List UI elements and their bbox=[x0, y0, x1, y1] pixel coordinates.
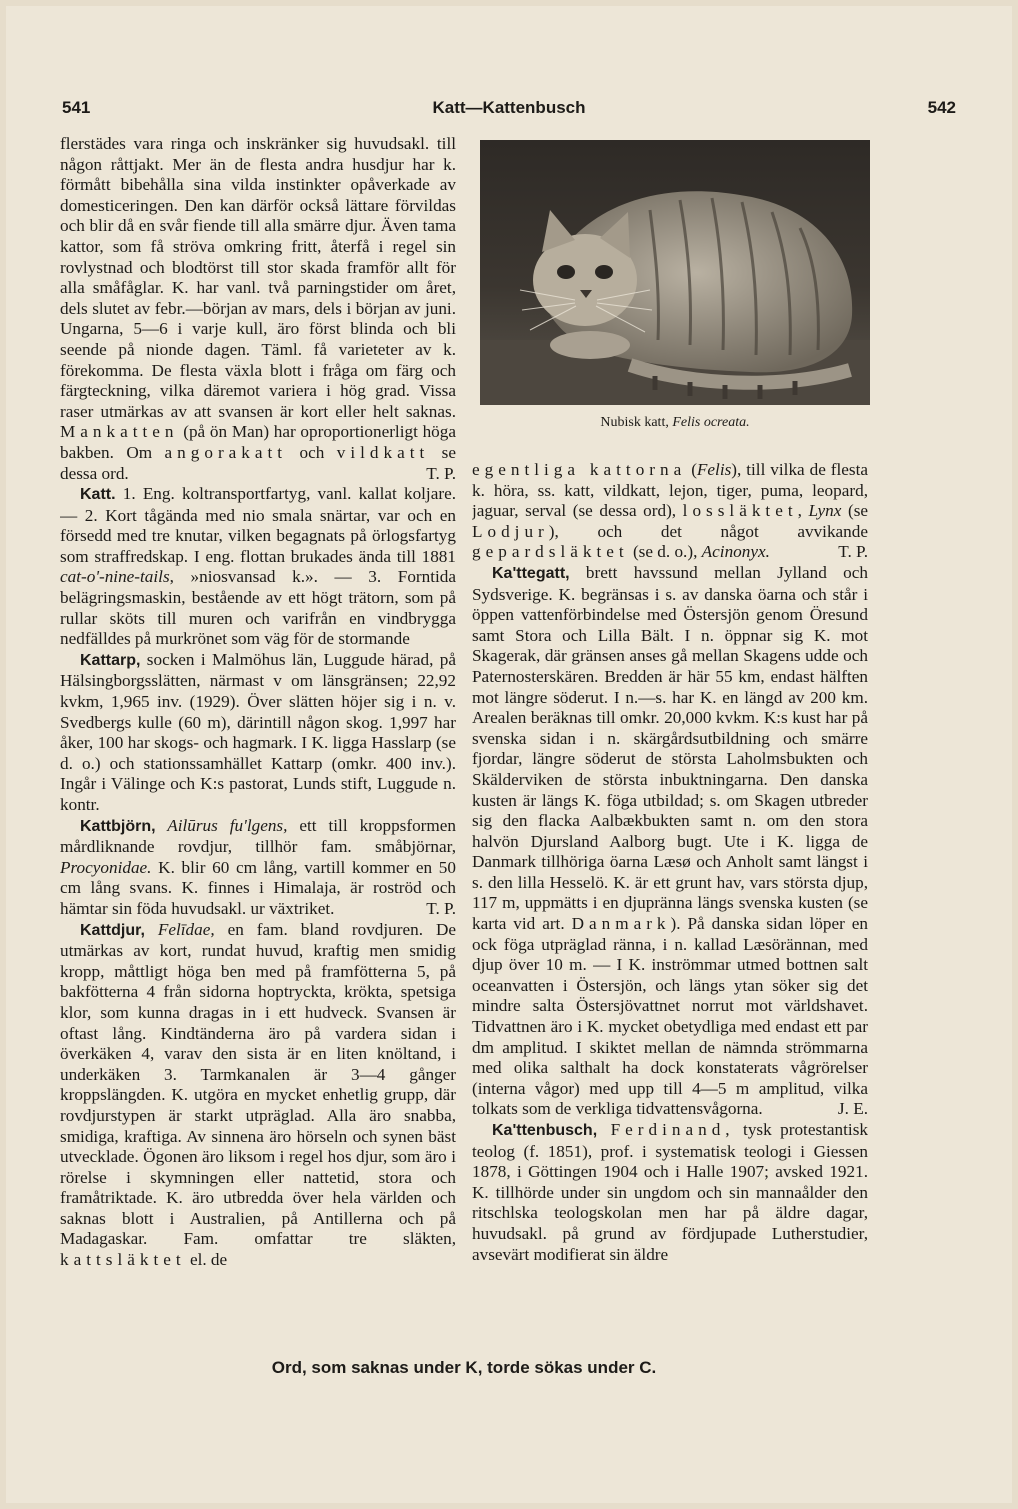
italic-term: Felīdae, bbox=[144, 919, 215, 939]
author-signature: T. P. bbox=[838, 542, 868, 562]
term-mankatten: Mankatten bbox=[60, 422, 179, 442]
italic-term: cat-o'-nine-tails bbox=[60, 567, 170, 587]
body-text: socken i Malmöhus län, Luggude härad, på Hälsingborgsslätten, närmast v om länsgränsen; 22,92 kvkm, 1,965 inv. (1929). Över slätten höjer sig i n. v. Svedbergs kulle (60 m), därintill någon skog. 1,997 har åker, 100 har skogs- och hagmark. I K. ligga Hasslarp (se d. o.) och stationssamhället Kattarp (omkr. 400 inv.). Ingår i Välinge och K:s pastorat, Lunds stift, Luggude n. kontr. bbox=[60, 649, 456, 814]
body-text: 1. Eng. koltransportfartyg, vanl. kallat koljare. — 2. Kort tågända med nio smala snärtar, var och en försedd med tre knutar, vilken begagnats på örlogsfartyg som straffredskap. I eng. flottan brukades ända till 1881 bbox=[60, 484, 456, 566]
italic-term: Acinonyx. bbox=[701, 542, 770, 562]
body-text: , bbox=[797, 501, 809, 521]
body-text: K. blir 60 cm lång, vartill kommer en 50 cm lång svans. K. finnes i Himalaja, är roströd och hämtar sin föda huvudsakl. ur växtriket. bbox=[60, 857, 456, 918]
term-gepardslaktet: gepardsläktet bbox=[472, 542, 629, 562]
right-column bbox=[472, 460, 868, 1350]
italic-term: Procyonidae. bbox=[60, 857, 152, 877]
body-text: se dessa ord. bbox=[60, 442, 456, 483]
headword-kattenbusch: Ka'ttenbusch, bbox=[492, 1122, 598, 1139]
entry-kattegatt bbox=[472, 563, 868, 1120]
headword-kattdjur: Kattdjur, bbox=[80, 921, 145, 939]
caption-species: Felis ocreata. bbox=[672, 415, 750, 430]
page-number-left: 541 bbox=[62, 98, 91, 117]
cat-photograph bbox=[480, 140, 870, 405]
body-text: ( bbox=[686, 460, 697, 479]
headword-kattbjorn: Kattbjörn, bbox=[80, 817, 156, 835]
term-lodjur: Lodjur bbox=[472, 521, 549, 541]
entry-kattdjur bbox=[60, 920, 456, 1271]
page-header bbox=[62, 98, 956, 124]
paragraph-kattdjur-continued bbox=[472, 460, 868, 563]
body-text: el. de bbox=[185, 1250, 228, 1270]
body-text: ), till vilka de flesta k. höra, ss. katt, vildkatt, lejon, tiger, puma, leopard, jaguar, serval (se dessa ord), bbox=[472, 460, 868, 521]
body-text: tysk protestantisk teolog (f. 1851), prof. i systematisk teologi i Giessen 1878, i Göttingen 1904 och i Halle 1907; avsked 1921. K. tillhörde under sin ungdom och sin mannaålder den ritschlska teologskolan men har på äldre dagar, huvudsakl. på grund av fördjupade Lutherstudier, avsevärt modifierat sin äldre bbox=[472, 1120, 868, 1264]
term-angorakatt: angorakatt bbox=[164, 442, 288, 462]
italic-term: Felis bbox=[696, 460, 732, 479]
term-vildkatt: vildkatt bbox=[336, 442, 430, 462]
entry-kattenbusch bbox=[472, 1120, 868, 1265]
body-text: (se d. o.), bbox=[628, 542, 702, 562]
headword-kattarp: Kattarp, bbox=[80, 651, 141, 669]
body-text: brett havssund mellan Jylland och Sydsverige. K. begränsas i s. av danska öarna och står i öppen vattenförbindelse med Östersjön genom Öresund samt Stora och Lilla Bält. I n. öppnar sig K. mot Skagerak, där gränsen anses gå mellan Skagens udde och Paternosterskären. Bredden är här 55 km, endast hälften mot längre söderut. I n.—s. har K. en längd av 200 km. Arealen beräknas till omkr. 20,000 kvkm. K:s kust har på svenska sidan i n. skärgårdsutbildning och smärre fjordar, längre söderut de största Laholmsbukten och Skälderviken de största inbuktningarna. Den danska kusten är längs K. föga utbildad; s. om Skagen utbreder sig den flacka Aalbækbukten samt n. om den stora halvön Djursland Aalborg bugt. Ute i K. ligga de Danmark tillhöriga öarna Læsø och Anholt samt längst i s. den lilla Hesselö. K. är ett grunt hav, vars största djup, 117 m, uppmätts i en djupränna längs svenska kusten (se karta vid art. bbox=[472, 562, 868, 934]
body-text: ett till kroppsformen mårdliknande rovdjur, tillhör fam. småbjörnar, bbox=[60, 815, 456, 857]
cat-illustration bbox=[480, 140, 870, 405]
figure-caption bbox=[480, 415, 870, 431]
body-text: och bbox=[287, 442, 337, 462]
author-signature: T. P. bbox=[426, 898, 456, 918]
term-ferdinand: Ferdinand, bbox=[597, 1120, 735, 1139]
body-text: , »niosvansad k.». — 3. Forntida belägringsmaskin, bestående av ett högt trätorn, som på rullar sköts till muren och varifrån en vindbrygga nedfälldes på murkrönet som väg för de stormande bbox=[60, 567, 456, 649]
entry-katt bbox=[60, 484, 456, 650]
body-text: (på ön Man) har oproportionerligt höga bakben. Om bbox=[60, 422, 456, 462]
headword-katt: Katt. bbox=[80, 486, 116, 504]
body-text: ), och det något avvikande bbox=[548, 521, 868, 541]
left-column bbox=[60, 134, 456, 1349]
entry-kattarp bbox=[60, 650, 456, 816]
term-danmark: Danmark bbox=[571, 914, 671, 934]
body-text: ). På danska sidan löper en ock föga utpräglad ränna, i n. kallad Læsörännan, med djup över 10 m. — I K. inströmmar utmed bottnen salt oceanvatten i Östersjön, och längs ytan söker sig det mindre salta Östersjövattnet norrut mot världshavet. Tidvattnen äro i K. mycket obetydliga med endast ett par dm amplitud. I skiktet mellan de nämnda strömmarna med olika salthalt ha dock konstaterats vågrörelser (interna vågor) med upp till 4—5 m amplitud, vilka tolkats som de verkliga tidvattensvågorna. bbox=[472, 914, 868, 1119]
term-lossläktet: lossläktet bbox=[682, 501, 798, 521]
body-text: en fam. bland rovdjuren. De utmärkas av kort, rundat huvud, kraftig men smidig kropp, måttligt höga ben med på framfötterna 5, på bakfötterna 4 från sidorna hoptryckta, krökta, spetsiga klor, som kunna dragas in i ett hudveck. Svansen är oftast lång. Kindtänderna äro på vardera sidan i överkäken 4, varav den sista är en liten knöltand, i underkäken 3. Tarmkanalen är 3—4 gånger kroppslängden. K. utgöra en mycket enhetlig grupp, där rovdjurstypen är starkt utpräglad. Alla äro snabba, smidiga, kraftiga. Av sinnena äro hörseln och synen bäst utvecklade. Ögonen äro liksom i regel hos djur, som äro i rörelse i skymningen eller nattetid, stora och framåtriktade. K. äro utbredda över hela världen och saknas blott i Australien, på Antillerna och på Madagaskar. Fam. omfattar tre släkten, bbox=[60, 919, 456, 1249]
page-footer-note: Ord, som saknas under K, torde sökas under C. bbox=[271, 1358, 657, 1377]
italic-term: Ailūrus fu'lgens, bbox=[155, 815, 288, 835]
entry-kattbjorn bbox=[60, 816, 456, 920]
term-egentliga-kattorna: egentliga kattorna bbox=[472, 460, 687, 479]
caption-text: Nubisk katt, bbox=[600, 415, 673, 430]
italic-term: Lynx bbox=[808, 501, 842, 521]
headword-kattegatt: Ka'ttegatt, bbox=[492, 564, 570, 582]
page-number-right: 542 bbox=[927, 98, 956, 117]
running-title: Katt—Kattenbusch bbox=[432, 98, 586, 117]
term-kattslaktet: kattsläktet bbox=[60, 1250, 186, 1270]
body-text: flerstädes vara ringa och inskränker sig huvudsakl. till någon råttjakt. Mer än de flesta andra husdjur har k. förmått bibehålla sina vilda instinkter opåverkade av domesticeringen. Den kan därför också lättare förvildas och blir då en svår fiende till alla smärre djur. Även tama kattor, som få ströva omkring fritt, återfå i regel sin rovlystnad och blodtörst till stor skada framför allt för alla småfåglar. K. har vanl. två parningstider om året, dels slutet av febr.—början av mars, dels i början av juni. Ungarna, 5—6 i varje kull, äro först blinda och bli seende på nionde dagen. Täml. få varieteter av k. förekomma. De flesta växla blott i fråga om färg och färgteckning, vilka däremot variera i hög grad. Vissa raser utmärkas av att svansen är kort eller helt saknas. bbox=[60, 134, 456, 421]
author-signature: T. P. bbox=[426, 463, 456, 483]
body-text: (se bbox=[841, 501, 868, 521]
paragraph-katt-continued bbox=[60, 134, 456, 484]
author-signature: J. E. bbox=[837, 1099, 868, 1119]
